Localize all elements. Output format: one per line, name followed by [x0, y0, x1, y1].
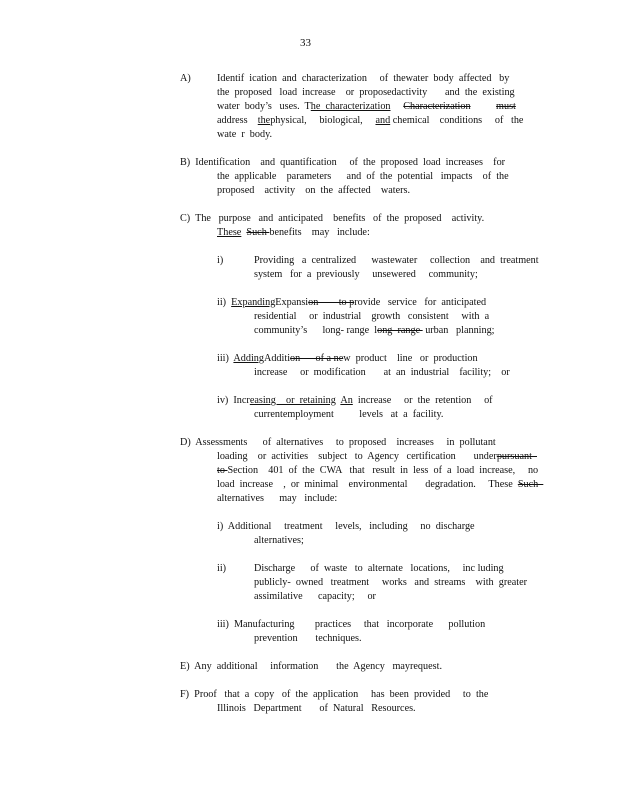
inserted-text: These [217, 227, 242, 238]
text-line [217, 115, 523, 127]
text-line [254, 577, 527, 589]
text-segment: alternatives may include: [217, 493, 338, 504]
text-segment [391, 101, 404, 112]
text-segment: w product line or production [343, 353, 478, 364]
text-segment: system for a previously unsewered community; [254, 269, 478, 280]
text-segment: assimilative capacity; or [254, 591, 376, 602]
text-line [217, 255, 223, 267]
inserted-text: easing or retaining [249, 395, 336, 406]
text-segment: Expansi [275, 297, 309, 308]
deleted-text: pursuant [496, 451, 537, 462]
text-line [217, 395, 493, 407]
text-line [254, 367, 510, 379]
text-line [217, 129, 272, 141]
text-line [217, 563, 226, 575]
text-line [217, 521, 475, 533]
text-segment: Providing a centralized wastewater collection and treatment [254, 255, 539, 266]
text-segment: iii) [217, 353, 234, 364]
inserted-text: he characterization [310, 101, 391, 112]
text-line [217, 87, 515, 99]
text-line [254, 325, 495, 337]
deleted-text: must [496, 101, 516, 112]
text-segment: water body’s uses. T [217, 101, 311, 112]
text-line [217, 353, 478, 365]
text-line [180, 689, 488, 701]
text-segment: E) Any additional information the Agency mayrequest. [180, 661, 442, 672]
inserted-text: Adding [233, 353, 264, 364]
text-line [254, 591, 376, 603]
deleted-text: Such [517, 479, 544, 490]
text-line [254, 255, 539, 267]
text-line [217, 451, 537, 463]
text-segment [471, 101, 496, 112]
text-segment: C) The purpose and anticipated benefits of the proposed activity. [180, 213, 485, 224]
text-line [180, 73, 191, 85]
inserted-text: the [257, 115, 271, 126]
text-segment: residential or industrial growth consistent with a [254, 311, 490, 322]
text-segment: the applicable parameters and of the potential impacts of the [217, 171, 509, 182]
text-segment: proposed activity on the affected waters. [217, 185, 411, 196]
text-segment: iv) Incr [217, 395, 250, 406]
inserted-text: and [375, 115, 391, 126]
text-segment: B) Identification and quantification of the proposed load increases for [180, 157, 506, 168]
text-segment: increase or modification at an industrial facility; or [254, 367, 510, 378]
text-segment: wate r body. [217, 129, 273, 140]
text-segment: F) Proof that a copy of the application has been provided to the [180, 689, 489, 700]
text-segment: urban planning; [422, 325, 495, 336]
text-segment: Identif ication and characterization of thewater body affected by [217, 73, 510, 84]
deleted-text: ong range [377, 325, 423, 336]
text-line [217, 227, 370, 239]
text-segment: load increase , or minimal environmental degradation. These [217, 479, 518, 490]
deleted-text: on of a ne [290, 353, 344, 364]
text-segment: physical, biological, [270, 115, 376, 126]
text-line [180, 157, 505, 169]
text-segment: D) Assessments of alternatives to proposed increases in pollutant [180, 437, 496, 448]
text-segment: prevention techniques. [254, 633, 362, 644]
text-segment: alternatives; [254, 535, 304, 546]
text-segment: i) [217, 255, 224, 266]
text-segment: community’s long- range l [254, 325, 378, 336]
inserted-text: Expanding [231, 297, 276, 308]
text-segment: the proposed load increase or proposedactivity and the existing [217, 87, 515, 98]
deleted-text: Such [246, 227, 270, 238]
text-segment: currentemployment levels at a facility. [254, 409, 444, 420]
text-segment: publicly- owned treatment works and streams with greater [254, 577, 528, 588]
text-line [180, 437, 496, 449]
text-line [217, 479, 543, 491]
text-line [217, 493, 337, 505]
text-segment: Additi [263, 353, 291, 364]
text-line [217, 297, 486, 309]
text-segment: chemical conditions of the [390, 115, 524, 126]
text-line [254, 409, 443, 421]
text-line [180, 661, 442, 673]
inserted-text: An [340, 395, 353, 406]
text-line [217, 101, 516, 113]
deleted-text: to [217, 465, 228, 476]
text-line [254, 311, 489, 323]
text-segment: rovide service for anticipated [354, 297, 487, 308]
text-segment: ii) [217, 297, 232, 308]
text-segment: A) [180, 73, 191, 84]
deleted-text: Characterization [403, 101, 471, 112]
text-segment: address [217, 115, 258, 126]
text-segment: i) Additional treatment levels, including no discharge [217, 521, 475, 532]
text-segment: ii) [217, 563, 227, 574]
text-line [180, 213, 484, 225]
text-line [217, 73, 509, 85]
text-segment: loading or activities subject to Agency certification under [217, 451, 497, 462]
text-line [254, 633, 362, 645]
text-line [254, 535, 304, 547]
text-segment: benefits may include: [269, 227, 370, 238]
text-line [254, 269, 478, 281]
deleted-text: on to p [308, 297, 355, 308]
text-line [217, 703, 416, 715]
text-line [217, 465, 538, 477]
text-segment: Illinois Department of Natural Resources. [217, 703, 416, 714]
text-line [217, 171, 509, 183]
text-segment: Discharge of waste to alternate locations, inc luding [254, 563, 504, 574]
text-line [217, 185, 410, 197]
text-segment: increase or the retention of [352, 395, 493, 406]
page-number: 33 [300, 37, 311, 49]
text-segment: Section 401 of the CWA that result in less of a load increase, no [227, 465, 539, 476]
text-segment: iii) Manufacturing practices that incorporate pollution [217, 619, 486, 630]
text-line [254, 563, 504, 575]
text-line [217, 619, 485, 631]
